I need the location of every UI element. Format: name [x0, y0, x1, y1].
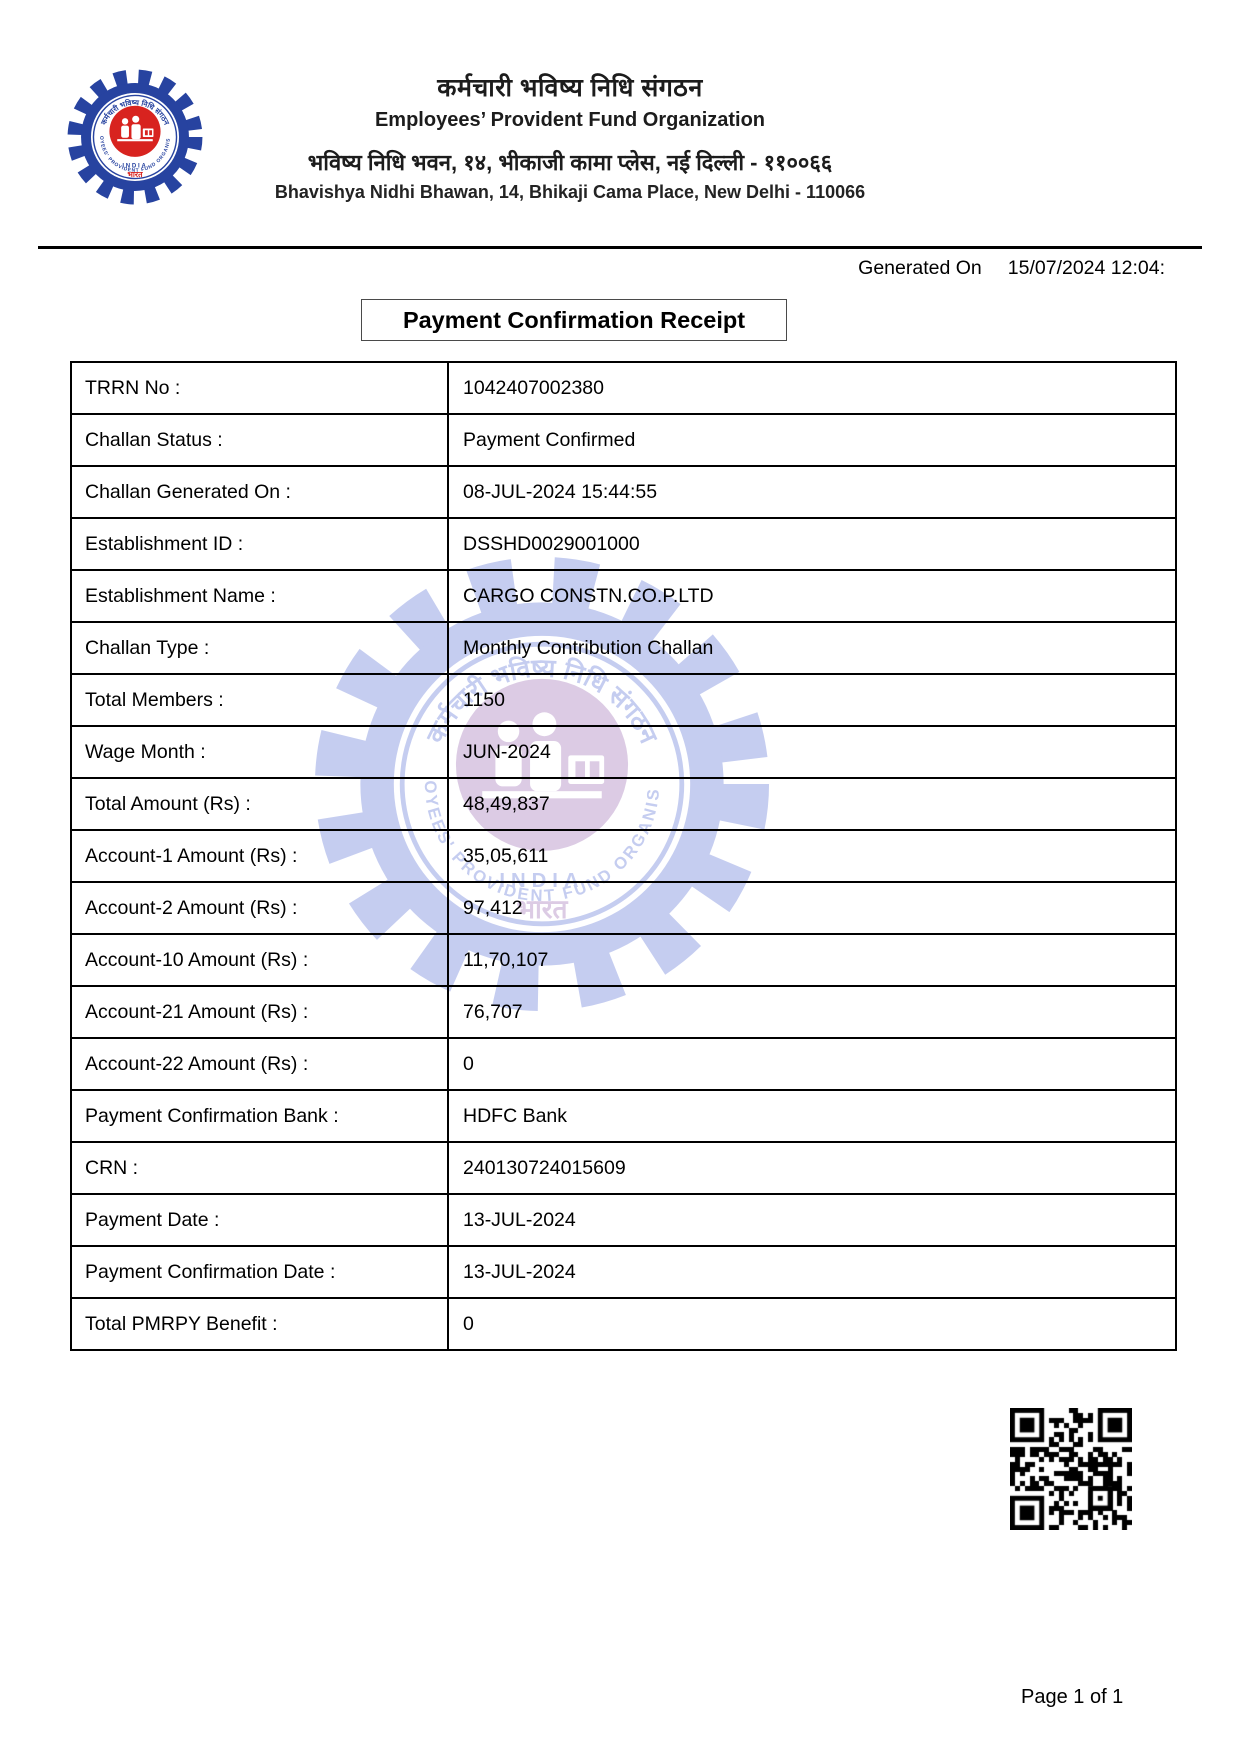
table-row [71, 1246, 1176, 1298]
row-value: 13-JUL-2024 [448, 1194, 1176, 1246]
table-row [71, 882, 1176, 934]
table-row [71, 362, 1176, 414]
row-value: Monthly Contribution Challan [448, 622, 1176, 674]
row-label: Account-2 Amount (Rs) : [71, 882, 448, 934]
table-row [71, 570, 1176, 622]
row-label: Wage Month : [71, 726, 448, 778]
table-row [71, 518, 1176, 570]
table-row [71, 986, 1176, 1038]
receipt-table-body [71, 362, 1176, 1350]
row-value: 1042407002380 [448, 362, 1176, 414]
row-value: JUN-2024 [448, 726, 1176, 778]
row-value: 0 [448, 1038, 1176, 1090]
table-row [71, 934, 1176, 986]
row-label: Account-10 Amount (Rs) : [71, 934, 448, 986]
receipt-table [70, 361, 1177, 1351]
row-label: Challan Type : [71, 622, 448, 674]
table-row [71, 622, 1176, 674]
page-number: Page 1 of 1 [1021, 1686, 1124, 1708]
row-label: Challan Status : [71, 414, 448, 466]
qr-code [1010, 1408, 1132, 1530]
row-value: 76,707 [448, 986, 1176, 1038]
row-value: 08-JUL-2024 15:44:55 [448, 466, 1176, 518]
row-value: 48,49,837 [448, 778, 1176, 830]
row-value: CARGO CONSTN.CO.P.LTD [448, 570, 1176, 622]
row-label: Establishment ID : [71, 518, 448, 570]
row-value: HDFC Bank [448, 1090, 1176, 1142]
letterhead [230, 70, 910, 203]
org-name-english: Employees’ Provident Fund Organization [374, 109, 766, 131]
table-row [71, 726, 1176, 778]
row-label: Payment Date : [71, 1194, 448, 1246]
row-label: CRN : [71, 1142, 448, 1194]
table-row [71, 1194, 1176, 1246]
table-row [71, 674, 1176, 726]
row-label: Establishment Name : [71, 570, 448, 622]
row-label: Challan Generated On : [71, 466, 448, 518]
row-label: TRRN No : [71, 362, 448, 414]
table-row [71, 1142, 1176, 1194]
epfo-logo [64, 66, 206, 208]
table-row [71, 1038, 1176, 1090]
row-label: Payment Confirmation Bank : [71, 1090, 448, 1142]
row-value: Payment Confirmed [448, 414, 1176, 466]
page-title: Payment Confirmation Receipt [402, 306, 746, 333]
table-row [71, 778, 1176, 830]
table-row [71, 466, 1176, 518]
table-row [71, 1090, 1176, 1142]
row-value: 97,412 [448, 882, 1176, 934]
row-value: 0 [448, 1298, 1176, 1350]
epfo-logo-image [64, 66, 206, 208]
row-value: 11,70,107 [448, 934, 1176, 986]
table-row [71, 830, 1176, 882]
row-label: Account-22 Amount (Rs) : [71, 1038, 448, 1090]
row-label: Total Members : [71, 674, 448, 726]
table-row [71, 1298, 1176, 1350]
org-address-english: Bhavishya Nidhi Bhawan, 14, Bhikaji Cama Place, New Delhi - 110066 [274, 182, 866, 202]
row-label: Payment Confirmation Date : [71, 1246, 448, 1298]
row-value: DSSHD0029001000 [448, 518, 1176, 570]
row-value: 35,05,611 [448, 830, 1176, 882]
org-address-hindi: भविष्य निधि भवन, १४, भीकाजी कामा प्लेस, नई दिल्ली - ११००६६ [307, 150, 833, 175]
row-value: 1150 [448, 674, 1176, 726]
generated-on-value: 15/07/2024 12:04: [1007, 257, 1165, 279]
row-label: Account-1 Amount (Rs) : [71, 830, 448, 882]
row-value: 13-JUL-2024 [448, 1246, 1176, 1298]
org-name-hindi: कर्मचारी भविष्य निधि संगठन [437, 74, 703, 102]
receipt-title-box [361, 299, 787, 341]
table-row [71, 414, 1176, 466]
row-value: 240130724015609 [448, 1142, 1176, 1194]
header-divider [38, 246, 1202, 249]
row-label: Total Amount (Rs) : [71, 778, 448, 830]
row-label: Account-21 Amount (Rs) : [71, 986, 448, 1038]
generated-on [858, 257, 1165, 280]
row-label: Total PMRPY Benefit : [71, 1298, 448, 1350]
generated-on-label: Generated On [858, 257, 982, 279]
